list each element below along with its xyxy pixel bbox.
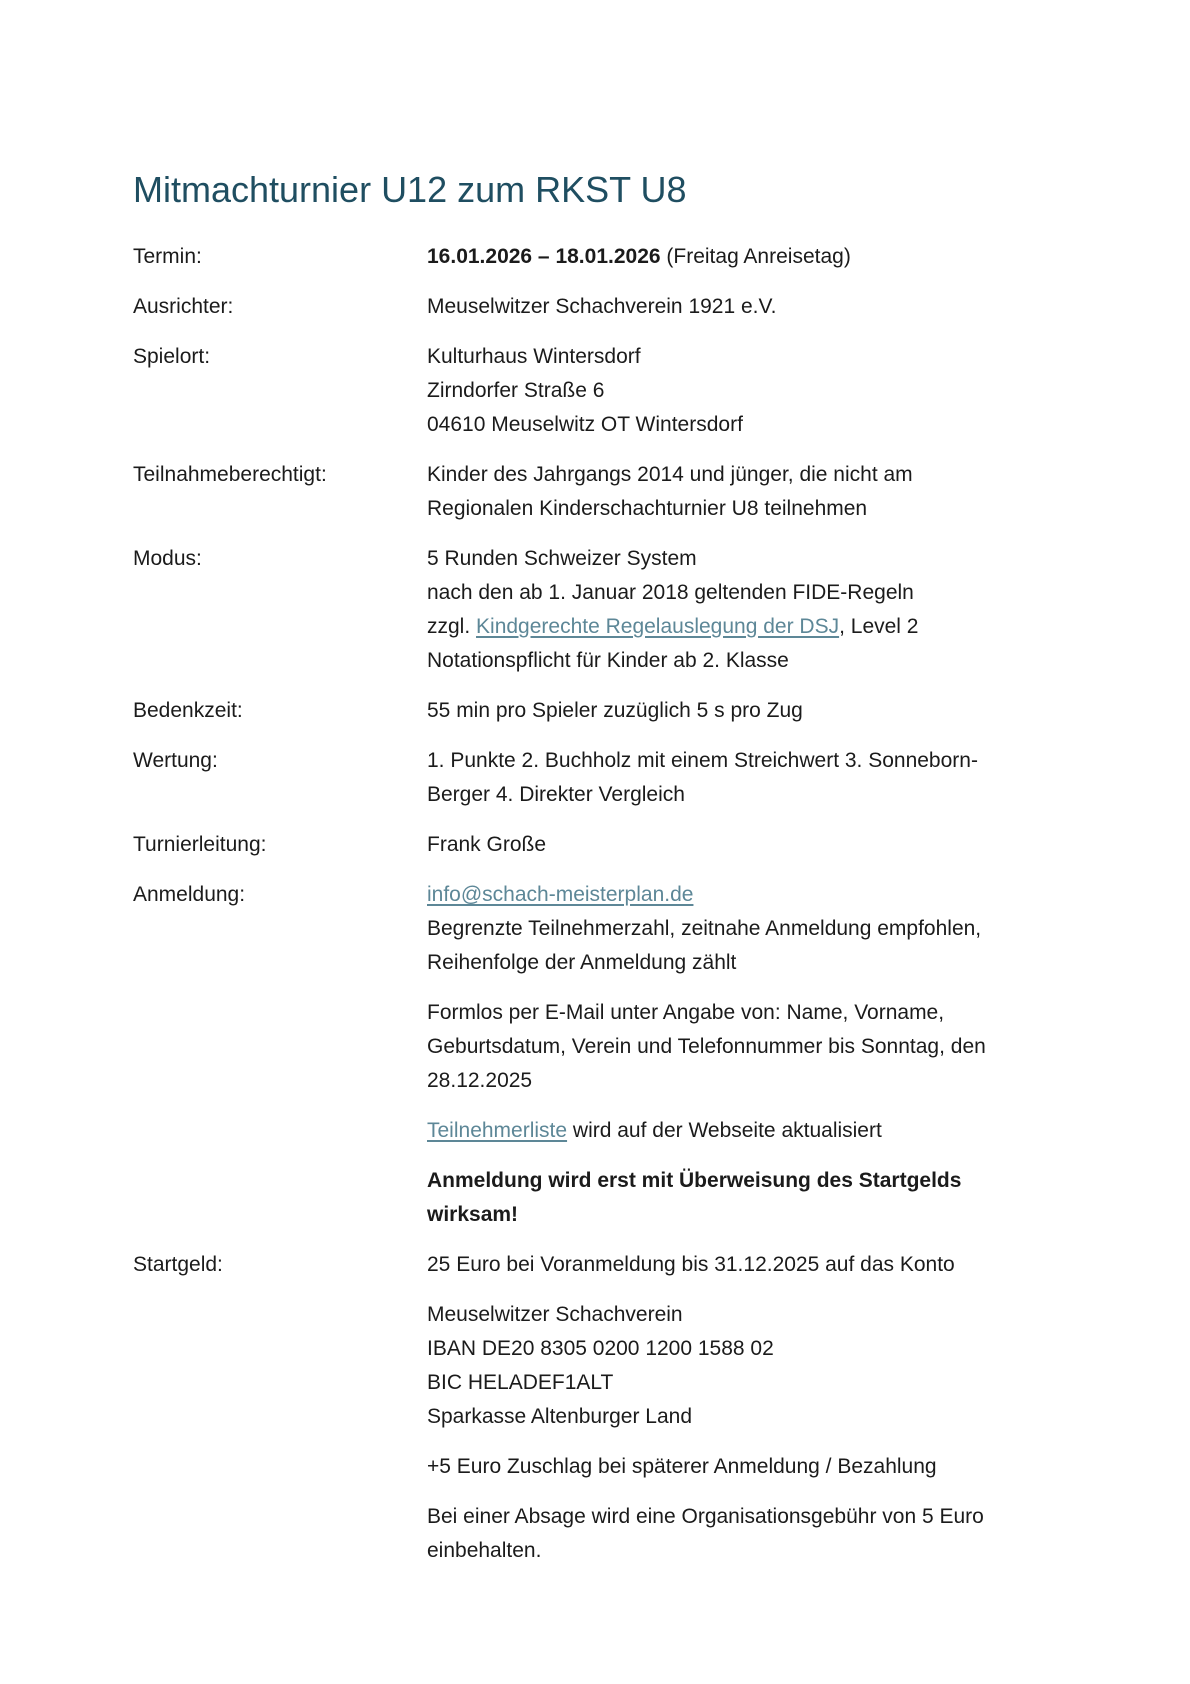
teilnahme-line-2: Regionalen Kinderschachturnier U8 teilnehmen xyxy=(427,497,868,520)
anmeldung-limit-line-2: Reihenfolge der Anmeldung zählt xyxy=(427,951,737,974)
spielort-city: 04610 Meuselwitz OT Wintersdorf xyxy=(427,413,743,436)
dsj-rules-link[interactable]: Kindgerechte Regelauslegung der DSJ xyxy=(476,615,840,638)
page-title: Mitmachturnier U12 zum RKST U8 xyxy=(133,169,687,210)
value-ausrichter xyxy=(427,290,1089,340)
teilnahmeberechtigt-paragraph xyxy=(427,458,1089,526)
anmeldung-formlos-line-2: Geburtsdatum, Verein und Telefonnummer bis Sonntag, den xyxy=(427,1035,986,1058)
email-link[interactable]: info@schach-meisterplan.de xyxy=(427,883,694,906)
anmeldung-bold-note xyxy=(427,1164,1089,1232)
value-wertung xyxy=(427,744,1089,828)
termin-paragraph xyxy=(427,240,1089,274)
value-bedenkzeit xyxy=(427,694,1089,744)
label-bedenkzeit: Bedenkzeit: xyxy=(133,699,243,722)
row-bedenkzeit xyxy=(133,694,1095,744)
row-anmeldung xyxy=(133,878,1095,1248)
modus-fide-rules: nach den ab 1. Januar 2018 geltenden FIDE-Regeln xyxy=(427,581,914,604)
modus-dsj-prefix: zzgl. xyxy=(427,615,477,638)
modus-dsj-line xyxy=(427,610,1089,644)
value-modus xyxy=(427,542,1089,694)
value-spielort xyxy=(427,340,1089,458)
row-spielort xyxy=(133,340,1095,458)
startgeld-paragraph-1: 25 Euro bei Voranmeldung bis 31.12.2025 auf das Konto xyxy=(427,1253,955,1276)
value-anmeldung xyxy=(427,878,1089,1248)
anmeldung-bold-line-2: wirksam! xyxy=(427,1203,519,1226)
row-wertung xyxy=(133,744,1095,828)
startgeld-cancellation xyxy=(427,1500,1089,1568)
bank-account-holder: Meuselwitzer Schachverein xyxy=(427,1303,683,1326)
row-termin xyxy=(133,240,1095,290)
value-startgeld xyxy=(427,1248,1089,1584)
label-wertung: Wertung: xyxy=(133,749,218,772)
row-turnierleitung xyxy=(133,828,1095,878)
spielort-paragraph xyxy=(427,340,1089,442)
startgeld-surcharge: +5 Euro Zuschlag bei späterer Anmeldung / Bezahlung xyxy=(427,1455,937,1478)
modus-notation: Notationspflicht für Kinder ab 2. Klasse xyxy=(427,649,789,672)
bank-name: Sparkasse Altenburger Land xyxy=(427,1405,693,1428)
label-spielort: Spielort: xyxy=(133,345,211,368)
anmeldung-bold-line-1: Anmeldung wird erst mit Überweisung des Startgelds xyxy=(427,1169,962,1192)
row-teilnahmeberechtigt xyxy=(133,458,1095,542)
anmeldung-paragraph-3 xyxy=(427,1114,1089,1148)
wertung-paragraph xyxy=(427,744,1089,812)
label-turnierleitung: Turnierleitung: xyxy=(133,833,267,856)
label-ausrichter: Ausrichter: xyxy=(133,295,234,318)
label-modus: Modus: xyxy=(133,547,202,570)
label-anmeldung: Anmeldung: xyxy=(133,883,246,906)
termin-note: (Freitag Anreisetag) xyxy=(660,245,851,268)
modus-rounds: 5 Runden Schweizer System xyxy=(427,547,697,570)
teilnehmerliste-link[interactable]: Teilnehmerliste xyxy=(427,1119,568,1142)
row-startgeld xyxy=(133,1248,1095,1584)
label-startgeld: Startgeld: xyxy=(133,1253,223,1276)
bedenkzeit-paragraph: 55 min pro Spieler zuzüglich 5 s pro Zug xyxy=(427,699,803,722)
anmeldung-email-line xyxy=(427,878,1089,912)
bank-iban: IBAN DE20 8305 0200 1200 1588 02 xyxy=(427,1337,774,1360)
startgeld-bank-block xyxy=(427,1298,1089,1434)
label-teilnahmeberechtigt: Teilnahmeberechtigt: xyxy=(133,463,327,486)
spielort-street: Zirndorfer Straße 6 xyxy=(427,379,605,402)
anmeldung-formlos-line-1: Formlos per E-Mail unter Angabe von: Name, Vorname, xyxy=(427,1001,945,1024)
anmeldung-limit-line-1: Begrenzte Teilnehmerzahl, zeitnahe Anmeldung empfohlen, xyxy=(427,917,982,940)
anmeldung-formlos-line-3: 28.12.2025 xyxy=(427,1069,533,1092)
row-modus xyxy=(133,542,1095,694)
ausrichter-paragraph: Meuselwitzer Schachverein 1921 e.V. xyxy=(427,295,777,318)
modus-paragraph xyxy=(427,542,1089,678)
turnierleitung-paragraph: Frank Große xyxy=(427,833,547,856)
teilnehmerliste-rest: wird auf der Webseite aktualisiert xyxy=(567,1119,882,1142)
modus-dsj-suffix: , Level 2 xyxy=(839,615,919,638)
label-termin: Termin: xyxy=(133,245,202,268)
anmeldung-paragraph-2 xyxy=(427,996,1089,1098)
spielort-venue: Kulturhaus Wintersdorf xyxy=(427,345,641,368)
value-teilnahmeberechtigt xyxy=(427,458,1089,542)
teilnahme-line-1: Kinder des Jahrgangs 2014 und jünger, die nicht am xyxy=(427,463,913,486)
value-termin xyxy=(427,240,1089,290)
termin-date-range: 16.01.2026 – 18.01.2026 xyxy=(427,245,661,268)
value-turnierleitung xyxy=(427,828,1089,878)
cancellation-line-2: einbehalten. xyxy=(427,1539,542,1562)
wertung-line-1: 1. Punkte 2. Buchholz mit einem Streichwert 3. Sonneborn- xyxy=(427,749,978,772)
bank-bic: BIC HELADEF1ALT xyxy=(427,1371,614,1394)
row-ausrichter xyxy=(133,290,1095,340)
wertung-line-2: Berger 4. Direkter Vergleich xyxy=(427,783,685,806)
anmeldung-paragraph-1 xyxy=(427,878,1089,980)
cancellation-line-1: Bei einer Absage wird eine Organisationsgebühr von 5 Euro xyxy=(427,1505,984,1528)
